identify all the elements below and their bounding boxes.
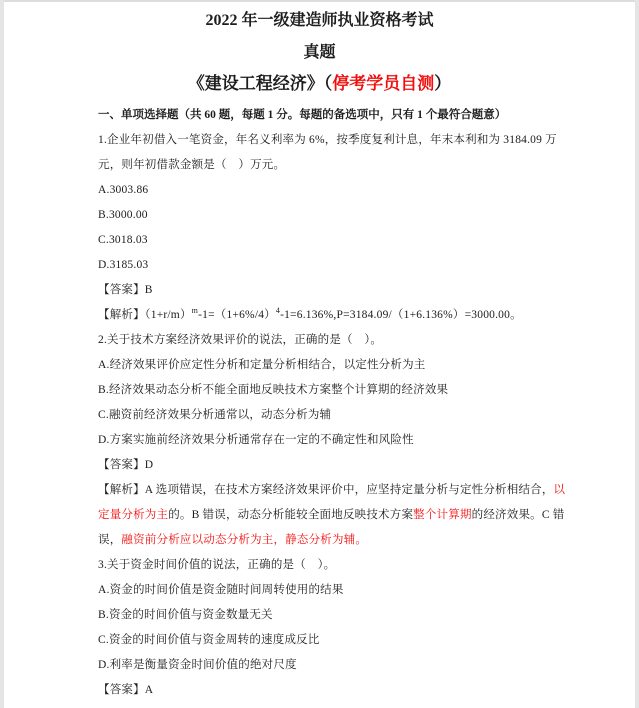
page-top-edge: [0, 0, 639, 2]
text-run: 《建设工程经济》（: [187, 74, 333, 93]
text-run: D.3185.03: [98, 259, 149, 271]
subject-title: [0, 72, 639, 96]
document-line: [98, 528, 599, 553]
text-run: C.融资前经济效果分析通常以，动态分析为辅: [98, 409, 332, 421]
document-line: [98, 128, 599, 153]
highlight-text-run: 停考学员自测: [332, 74, 435, 93]
text-run: D.利率是衡量资金时间价值的绝对尺度: [98, 659, 297, 671]
text-run: ）: [434, 74, 452, 93]
exam-title: 2022 年一级建造师执业资格考试: [205, 12, 434, 29]
document-line: [98, 478, 599, 503]
text-run: C.3018.03: [98, 234, 148, 246]
text-run: 误，: [98, 534, 122, 546]
text-run: 1.企业年初借入一笔资金，年名义利率为 6%，按季度复利计息，年末本利和为 3184.09 万: [98, 134, 557, 146]
text-run: 的经济效果。C 错: [471, 509, 565, 521]
text-run: 【答案】A: [98, 684, 154, 696]
document-line: [98, 578, 599, 603]
text-run: 4: [275, 306, 281, 316]
text-run: D.方案实施前经济效果分析通常存在一定的不确定性和风险性: [98, 434, 414, 446]
page-right-edge: [635, 0, 639, 708]
text-run: 的。B 错误，动态分析能较全面地反映技术方案: [168, 509, 414, 521]
text-run: A.资金的时间价值是资金随时间周转使用的结果: [98, 584, 344, 596]
text-run: B.3000.00: [98, 209, 148, 221]
document-line: [98, 278, 599, 303]
document-line: [98, 353, 599, 378]
document-line: [98, 628, 599, 653]
highlight-text-run: 以: [553, 484, 566, 496]
text-run: A.3003.86: [98, 184, 149, 196]
document-line: [98, 428, 599, 453]
document-line: [98, 228, 599, 253]
text-run: C.资金的时间价值与资金周转的速度成反比: [98, 634, 320, 646]
document-line: [98, 403, 599, 428]
text-run: 元，则年初借款金额是（ ）万元。: [98, 159, 286, 171]
text-run: B.资金的时间价值与资金数量无关: [98, 609, 273, 621]
highlight-text-run: 定量分析为主: [98, 509, 169, 521]
document-line: [98, 253, 599, 278]
document-line: [98, 328, 599, 353]
text-run: 【答案】B: [98, 284, 153, 296]
text-run: 【答案】D: [98, 459, 154, 471]
text-run: 【解析】A 选项错误，在技术方案经济效果评价中，应坚持定量分析与定性分析相结合，: [98, 484, 554, 496]
document-body: [0, 128, 639, 703]
document-line: [98, 303, 599, 328]
section-heading: 一、单项选择题（共 60 题，每题 1 分。每题的备选项中，只有 1 个最符合题意）: [98, 109, 507, 121]
document-line: [98, 153, 599, 178]
document-line: [98, 453, 599, 478]
document-line: [98, 678, 599, 703]
document-header: [0, 0, 639, 96]
document-line: [98, 203, 599, 228]
page-left-edge: [0, 0, 4, 708]
text-run: m: [191, 306, 199, 316]
document-line: [98, 378, 599, 403]
text-run: B.经济效果动态分析不能全面地反映技术方案整个计算期的经济效果: [98, 384, 449, 396]
text-run: 【解析】（1+r/m）: [98, 309, 192, 321]
document-line: [98, 503, 599, 528]
text-run: 2.关于技术方案经济效果评价的说法，正确的是（ ）。: [98, 334, 383, 346]
document-line: [98, 603, 599, 628]
exam-subtitle: 真题: [303, 44, 336, 61]
highlight-text-run: 整个计算期: [413, 509, 472, 521]
text-run: -1=6.136%,P=3184.09/（1+6.136%）=3000.00。: [280, 309, 522, 321]
document-line: [98, 553, 599, 578]
text-run: A.经济效果评价应定性分析和定量分析相结合，以定性分析为主: [98, 359, 426, 371]
document-line: [98, 178, 599, 203]
text-run: 3.关于资金时间价值的说法，正确的是（ ）。: [98, 559, 336, 571]
document-line: [98, 653, 599, 678]
highlight-text-run: 融资前分析应以动态分析为主，静态分析为辅。: [121, 534, 368, 546]
text-run: -1=（1+6%/4）: [198, 309, 276, 321]
